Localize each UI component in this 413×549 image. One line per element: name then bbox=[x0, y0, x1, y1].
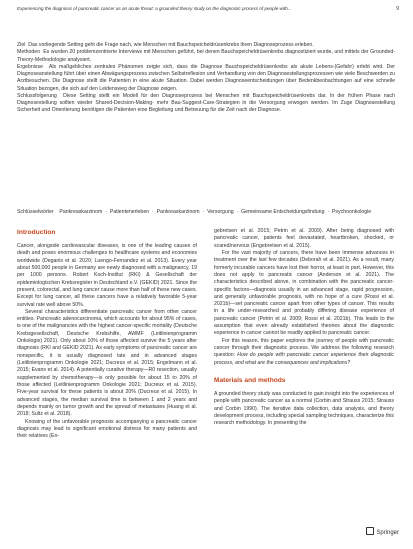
publisher-logo bbox=[366, 527, 399, 537]
springer-horse-icon bbox=[366, 527, 374, 535]
keyword-item: Versorgung bbox=[207, 209, 234, 215]
research-question-lead: For this reason, this paper explores the journey of people with pancreatic cancer through their diagnostic process. We address the following research question: bbox=[214, 337, 394, 359]
abstract-conclusion bbox=[17, 93, 395, 115]
keywords: Schlüsselwörter Pankreaskarzinom · Patientenerleben · Pankreaskarzinom · Versorgung · Gemeinsame Entscheidungsfindung · Psychoonkologie bbox=[17, 209, 372, 215]
introduction-paragraph-6 bbox=[214, 338, 394, 367]
abstract-aim bbox=[17, 42, 395, 49]
introduction-paragraph-4: gebretsen et al. 2015; Petrin et al. 2009). After being diagnosed with pancreatic cancer, patients feel devastated, heartbroken, shocked, or scared/nervous (Engebretsen et al. 2015). bbox=[214, 228, 394, 249]
right-column bbox=[214, 228, 394, 428]
methods-paragraph-1: A grounded theory study was conducted to gain insight into the experiences of people with pancreatic cancer as a normal (Corbin and Strauss 2015; Strauss and Corbin 1990). The iterative data collection, data analysis, and theory development process, including special sampling techniques, characterize this research methodology. In presenting the bbox=[214, 390, 394, 427]
abstract-conclusion-label: Schlussfolgerung bbox=[17, 92, 57, 99]
keyword-item: Pankreaskarzinom bbox=[156, 209, 200, 215]
introduction-heading: Introduction bbox=[17, 229, 56, 236]
keyword-item: Psychoonkologie bbox=[331, 209, 372, 215]
abstract-results bbox=[17, 64, 395, 93]
research-question: How do people with pancreatic cancer experience their diagnostic process, and what are the consequences and implications? bbox=[214, 352, 394, 366]
keyword-item: Patientenerleben bbox=[109, 209, 150, 215]
introduction-paragraph-5: For the vast majority of cancers, there have been immense advances in treatment over the last few decades (Deborah et al. 2021). As a result, many formerly incurable cancers have lost their horror, at least in part. However, this does not apply to pancreatic cancer (Anderson et al. 2021). The characteristics described above, in combination with the pancreatic cancer-specific factors—diagnosis usually in an advanced stage, rapid progression, and generally unfavorable prognosis, with no hope of a cure (Rossi et al. 2021b)—set pancreatic cancer apart from other types of cancer. This results in a life under-researched and probably differing disease experience of pancreatic cancer (Petrin et al. 2009; Rossi et al. 2021b). This leads to the assumption that even already established theories about the diagnostic experience in cancer cannot be readily applied to pancreatic cancer. bbox=[214, 249, 394, 337]
keywords-label: Schlüsselwörter bbox=[17, 209, 54, 215]
abstract-conclusion-text: Diese Setting stellt ein Modell für den Diagnoseprozess bei Menschen mit Bauchspeicheldrüsenkrebs dar. In der frühen Phase nach Diagnosestellung sollten wieder Shared-Decision-Making- mehr Bau-Suggest-Care-Strategien in die Versorgung erwogen werden. Im Zuge Diagnosestellung Sicherheit und Orientierung benötigen die Patienten eine Begleitung und Betreuung für die Zeit nach der Diagnose. bbox=[17, 92, 395, 114]
running-head: Experiencing the diagnosis of pancreatic cancer as an acute threat: a grounded theory study on the diagnostic process of people with... bbox=[17, 6, 292, 11]
introduction-paragraph-2: Several characteristics differentiate pancreatic cancer from other cancer entities. Pancreatic adenocarcinoma, which accounts for about 95% of cases, is one of the malignancies with the highest cancer-specific mortality (Deutsche Krebsgesellschaft, Deutsche Krebshilfe, AWMF (Leitlinienprogramm Onkologie) 2021). Only about 10% of those affected survive the 5 years after diagnosis (RKI and GEKID 2021). As early symptoms of pancreatic cancer are nonspecific, it is usually diagnosed late and in advanced stages (Leitlinienprogramm Onkologie 2021; Ducreux et al. 2015; Engelmann et al. 2015; Evans et al. 2014). A potentially curative therapy—R0 resection, usually supplemented by chemotherapy—is only possible for about 15 to 20% of those affected (Leitlinienprogramm Onkologie 2021; Ducreux et al. 2015). Five-year survival for these patients is about 20% (Ducreux et al. 2015). In advanced stages, the median survival time is between 1 and 2 years and depends mainly on tumor growth and the spread of metastases (Huang et al. 2018; Sultz et al. 2018). bbox=[17, 308, 197, 418]
introduction-paragraph-1: Cancer, alongside cardiovascular diseases, is one of the leading causes of death and poses enormous challenges to healthcare systems and economies worldwide (Deganis et al. 2020; Luengo-Fernandez et al. 2013). Every year about 500,000 people in Germany are newly diagnosed with a malignancy, 19 per 1000 persons. Robert Koch-Institut (RKI) & Gesellschaft der epidemiologischen Krebsregister in Deutschland e.V. (GEKID) 2021. Since the present, colorectal, and lung cancer cause more than half of these new cases. Except for lung cancer, all these cancers have a relatively favorable 5-year survival rate well above 50%. bbox=[17, 243, 197, 308]
methods-heading: Materials and methods bbox=[214, 376, 286, 384]
abstract-aim-text: Das vorliegende Setting geht die Frage nach, wie Menschen mit Bauchspeicheldrüsenkrebs ihren Diagnoseprozess erleben. bbox=[28, 42, 314, 48]
abstract-results-label: Ergebnisse bbox=[17, 63, 43, 70]
abstract-methods-text: Es wurden 20 problemzentrierte Interviews mit Menschen geführt, bei denen Bauchspeicheldrüsenkrebs diagnostiziert wurde, und mittels der Grounded-Theory-Methodologie analysiert. bbox=[17, 49, 395, 63]
keyword-item: Pankreaskarzinom bbox=[59, 209, 103, 215]
abstract-methods bbox=[17, 49, 395, 64]
abstract bbox=[17, 42, 395, 115]
page-number: 9 bbox=[396, 6, 399, 12]
left-column bbox=[17, 228, 197, 440]
publisher-name: Springer bbox=[376, 530, 399, 536]
keyword-item: Gemeinsame Entscheidungsfindung bbox=[241, 209, 325, 215]
introduction-paragraph-3: Knowing of the unfavorable prognosis accompanying a pancreatic cancer diagnosis may lead to significant emotional distress for many patients and their relatives (En- bbox=[17, 418, 197, 440]
abstract-aim-label: Ziel bbox=[17, 42, 26, 48]
abstract-results-text: Als maßgebliches zentrales Phänomen zeigte sich, dass die Diagnose Bauchspeicheldrüsenkrebs als akute Lebens-(Gefahr) erlebt wird. Der Diagnoseanstellung führt über einen Abwägungsprozess zwischen Selbstreflexion und Verhandlung von den Diagnosestellungsprozessen wie viele Beschwerden zu Arztbesuchen. Die Diagnose stellt die Patienten in eine akute Situation. Dabei werden Diagnoseentscheidungen über Bedenkbeobachtungen auf eine schnelle Situation bezogen, die sich auf den Leidensweg der Diagnose zeigen. bbox=[17, 63, 395, 92]
abstract-methods-label: Methoden bbox=[17, 49, 41, 56]
